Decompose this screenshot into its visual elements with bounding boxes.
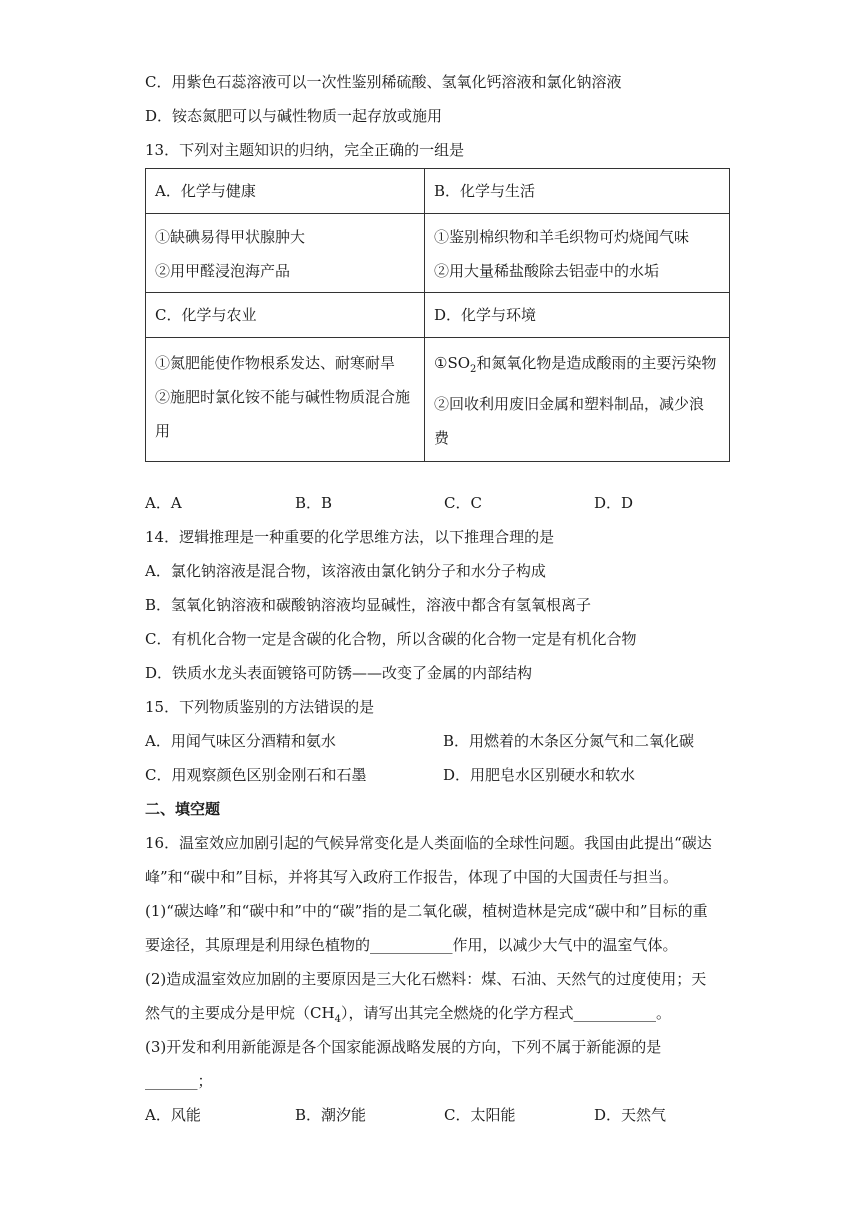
q15-option-a[interactable]: A．用闻气味区分酒精和氨水 [145, 732, 336, 750]
q14-option-a[interactable]: A．氯化钠溶液是混合物，该溶液由氯化钠分子和水分子构成 [145, 562, 546, 580]
q15-stem: 15．下列物质鉴别的方法错误的是 [145, 698, 375, 716]
table-cell-b2: ②用大量稀盐酸除去铝壶中的水垢 [434, 262, 660, 280]
table-cell-c1: ①氮肥能使作物根系发达、耐寒耐旱 [155, 354, 396, 372]
ch4-subscript: 4 [334, 1014, 341, 1025]
answer-blank-1[interactable]: ___________ [370, 936, 453, 954]
q16-option-b[interactable]: B．潮汐能 [295, 1106, 367, 1124]
q16-part1-line2 [145, 935, 678, 955]
table-cell-a-body [146, 214, 425, 293]
table-cell-a1: ①缺碘易得甲状腺肿大 [155, 228, 306, 246]
table-cell-c2a: ②施肥时氯化铵不能与碱性物质混合施 [155, 388, 411, 406]
q16-part2-line2 [145, 1003, 671, 1030]
q16-part3-suffix: ； [197, 1072, 213, 1090]
q13-option-b[interactable]: B．B [295, 494, 333, 512]
answer-blank-3[interactable]: _______ [145, 1072, 198, 1090]
q16-part2-text: 然气的主要成分是甲烷（CH [145, 1004, 335, 1022]
d1-subscript: 2 [470, 364, 477, 375]
table-cell-a-head: A．化学与健康 [146, 169, 425, 214]
q16-part3-line1: (3)开发和利用新能源是各个国家能源战略发展的方向，下列不属于新能源的是 [145, 1038, 662, 1056]
q13-option-d[interactable]: D．D [594, 494, 634, 512]
table-cell-b-head: B．化学与生活 [425, 169, 730, 214]
q12-option-d: D．铵态氮肥可以与碱性物质一起存放或施用 [145, 107, 443, 125]
q16-part2-mid: ），请写出其完全燃烧的化学方程式 [340, 1004, 574, 1022]
table-cell-c-body [146, 338, 425, 462]
section-heading: 二、填空题 [145, 800, 221, 818]
q16-option-d[interactable]: D．天然气 [594, 1106, 667, 1124]
d1-prefix: ①SO [434, 354, 471, 372]
table-cell-b1: ①鉴别棉织物和羊毛织物可灼烧闻气味 [434, 228, 690, 246]
table-cell-a2: ②用甲醛浸泡海产品 [155, 262, 291, 280]
q15-option-d[interactable]: D．用肥皂水区别硬水和软水 [443, 766, 636, 784]
q13-table [145, 168, 730, 462]
table-cell-b-body [425, 214, 730, 293]
q16-part1-text: 要途径，其原理是利用绿色植物的 [145, 936, 371, 954]
q16-part3-line2 [145, 1071, 213, 1091]
q13-option-a[interactable]: A．A [145, 494, 182, 512]
q14-option-d[interactable]: D．铁质水龙头表面镀铬可防锈——改变了金属的内部结构 [145, 664, 533, 682]
table-cell-d1 [434, 346, 720, 387]
q15-option-c[interactable]: C．用观察颜色区别金刚石和石墨 [145, 766, 367, 784]
q16-stem-line1: 16．温室效应加剧引起的气候异常变化是人类面临的全球性问题。我国由此提出“碳达 [145, 834, 712, 852]
q16-part2-line1: (2)造成温室效应加剧的主要原因是三大化石燃料：煤、石油、天然气的过度使用；天 [145, 970, 707, 988]
table-cell-d-body [425, 338, 730, 462]
table-cell-d-head: D．化学与环境 [425, 293, 730, 338]
table-cell-d2b: 费 [434, 429, 450, 447]
q13-option-c[interactable]: C．C [444, 494, 482, 512]
table-cell-c2b: 用 [155, 422, 171, 440]
table-cell-d2a: ②回收利用废旧金属和塑料制品，减少浪 [434, 395, 705, 413]
q16-part1-suffix: 作用，以减少大气中的温室气体。 [452, 936, 678, 954]
q16-option-c[interactable]: C．太阳能 [444, 1106, 516, 1124]
q16-part2-suffix: 。 [655, 1004, 671, 1022]
q16-stem-line2: 峰”和“碳中和”目标，并将其写入政府工作报告，体现了中国的大国责任与担当。 [145, 868, 679, 886]
q12-option-c: C．用紫色石蕊溶液可以一次性鉴别稀硫酸、氢氧化钙溶液和氯化钠溶液 [145, 73, 622, 91]
q14-option-b[interactable]: B．氢氧化钠溶液和碳酸钠溶液均显碱性，溶液中都含有氢氧根离子 [145, 596, 592, 614]
q16-part1-line1: (1)“碳达峰”和“碳中和”中的“碳”指的是二氧化碳，植树造林是完成“碳中和”目标的重 [145, 902, 708, 920]
q14-stem: 14．逻辑推理是一种重要的化学思维方法，以下推理合理的是 [145, 528, 555, 546]
answer-blank-2[interactable]: ___________ [573, 1004, 656, 1022]
q13-stem: 13．下列对主题知识的归纳，完全正确的一组是 [145, 141, 465, 159]
q16-option-a[interactable]: A．风能 [145, 1106, 201, 1124]
q15-option-b[interactable]: B．用燃着的木条区分氮气和二氧化碳 [443, 732, 695, 750]
table-cell-c-head: C．化学与农业 [146, 293, 425, 338]
d1-suffix: 和氮氧化物是造成酸雨的主要污染物 [476, 354, 717, 372]
q14-option-c[interactable]: C．有机化合物一定是含碳的化合物，所以含碳的化合物一定是有机化合物 [145, 630, 637, 648]
